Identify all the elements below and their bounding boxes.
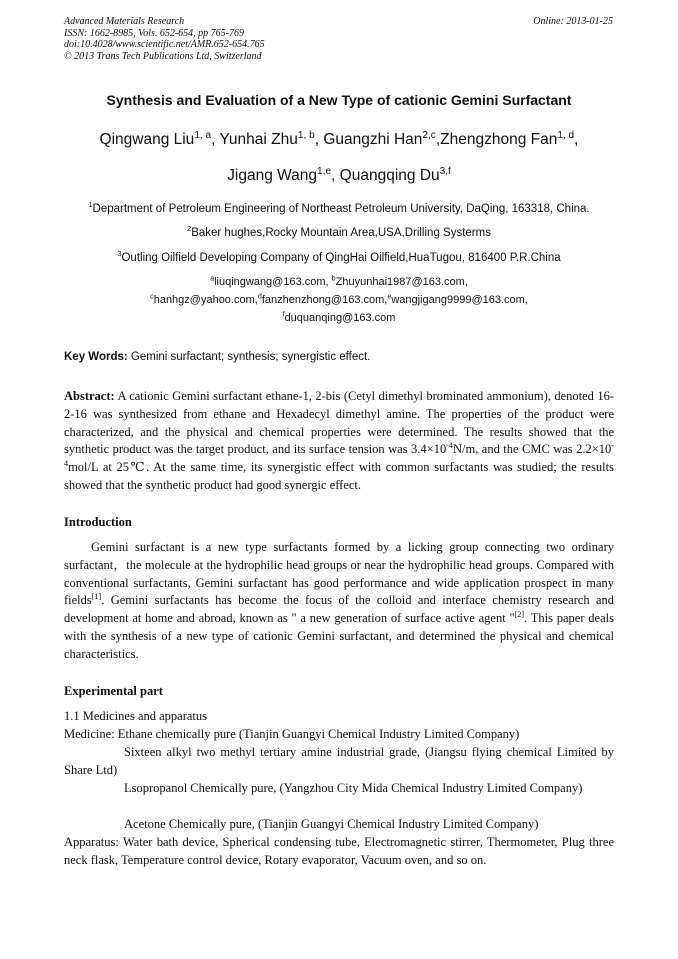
email-mark: e [387,292,392,301]
author-affiliation-mark: 1, d [557,129,575,141]
email-address: Zhuyunhai1987@163.com, [335,276,468,288]
affiliation-1 [0,200,678,215]
email-address: fanzhenzhong@163.com, [261,294,388,306]
journal-name: Advanced Materials Research [64,16,185,27]
medicine-line-2: Sixteen alkyl two methyl tertiary amine industrial grade, (Jiangsu flying chemical Limited by Share Ltd) [64,745,614,777]
email-line-3 [0,312,678,324]
intro-text: Gemini surfactant is a new type surfactants formed by a licking group connecting two ordinary surfactant，the molecule at the hydrophilic head groups or near the hydrophilic head groups. Compared with conventional surfactants, Gemini surfactant has good performance and wide application prospect in many fields [64,540,614,608]
introduction-paragraph [64,539,614,664]
email-mark: f [282,310,285,319]
exponent: -4 [446,441,453,451]
author-name: Qingwang Liu [99,131,195,148]
email-mark: d [257,292,262,301]
email-mark: a [210,274,215,283]
email-address: wangjigang9999@163.com, [391,294,528,306]
author-name: Quangqing Du [339,167,440,184]
citation-ref: [2] [514,610,525,620]
introduction-heading: Introduction [64,515,132,529]
intro-text: . This paper deals with the synthesis of a new type of cationic Gemini surfactant, and determined the physical and chemical characteristics. [64,611,614,661]
authors-line-1: Qingwang Liu$^{1, a}$, Yunhai Zhu$^{1, b}$, Guangzhi Han$^{2,c}$,Zhengzhong Fan$^{1, d}$, [99,129,579,148]
email-address: duquanqing@163.com [284,312,396,324]
abstract-text: A cationic Gemini surfactant ethane-1, 2-bis (Cetyl dimethyl brominated ammonium), denoted 16-2-16 was synthesized from ethane and Hexadecyl dimethyl amine. The properties of the product were characterized, and the physical and chemical properties were determined. The results showed that the synthetic product was the target product, and its surface tension was 3.4×10 [64,389,615,457]
medicine-line-1: Medicine: Ethane chemically pure (Tianjin Guangyi Chemical Industry Limited Company) [64,727,520,741]
author-affiliation-mark: 1, b [297,129,315,141]
keywords-text: Gemini surfactant; synthesis; synergistic effect. [130,351,371,363]
copyright-line: © 2013 Trans Tech Publications Ltd, Switzerland [64,50,262,62]
apparatus-paragraph: Apparatus: Water bath device, Spherical condensing tube, Electromagnetic stirrer, Thermometer, Plug three neck flask, Temperature control device, Rotary evaporator, Vacuum oven, and so on. [64,835,614,867]
email-mark: b [331,274,336,283]
citation-ref: [1] [91,592,102,602]
keywords [64,351,370,363]
online-date: Online: 2013-01-25 [533,16,613,27]
author-affiliation-mark: 2,c [422,129,436,141]
author-affiliation-mark: 1,e [317,165,332,177]
author-affiliation-mark: 1, a [194,129,212,141]
author-name: Zhengzhong Fan [440,131,558,148]
experimental-heading: Experimental part [64,684,163,698]
affiliation-number: 2 [187,224,192,234]
affiliation-text: Outling Oilfield Developing Company of QingHai Oilfield,HuaTugou, 816400 P.R.China [121,252,561,264]
abstract-paragraph [64,388,614,495]
email-line-2 [0,294,678,306]
keywords-label: Key Words: [64,351,128,363]
intro-text: . Gemini surfactants has become the focus of the colloid and interface chemistry research and development at home and abroad, known as " a new generation of surface active agent " [64,593,614,626]
subsection-heading: 1.1 Medicines and apparatus [64,709,208,723]
issn-line: ISSN: 1662-8985, Vols. 652-654, pp 765-769 [64,27,244,39]
abstract-label: Abstract: [64,389,115,403]
exponent: -4 [64,441,614,469]
medicine-line-4: Acetone Chemically pure, (Tianjin Guangyi Chemical Industry Limited Company) [124,817,539,831]
author-affiliation-mark: 3,f [439,165,451,177]
affiliation-text: Department of Petroleum Engineering of Northeast Petroleum University, DaQing, 163318, China. [92,203,590,215]
affiliation-3 [0,249,678,264]
author-name: Jigang Wang [227,167,318,184]
abstract-text: mol/L at 25℃. At the same time, its synergistic effect with common surfactants was studied; the results showed that the synthetic product had good synergic effect. [64,460,614,492]
email-mark: c [150,292,154,301]
journal-header [64,16,265,62]
abstract-text: N/m, and the CMC was 2.2×10 [452,442,612,457]
affiliation-number: 3 [117,249,122,259]
medicine-line-3: Lsopropanol Chemically pure, (Yangzhou City Mida Chemical Industry Limited Company) [124,781,583,795]
affiliation-text: Baker hughes,Rocky Mountain Area,USA,Drilling Systerms [191,227,491,239]
email-line-1 [0,276,678,288]
authors-line-2: Jigang Wang$^{1,e}$, Quangqing Du$^{3,f}$ [227,165,451,184]
affiliation-number: 1 [88,200,93,210]
author-name: Yunhai Zhu [219,131,298,148]
email-address: liuqingwang@163.com, [214,276,329,288]
author-name: Guangzhi Han [323,131,423,148]
email-address: hanhgz@yahoo.com, [153,294,258,306]
affiliation-2 [0,224,678,239]
doi-line: doi:10.4028/www.scientific.net/AMR.652-654.765 [64,39,265,50]
paper-title: Synthesis and Evaluation of a New Type of cationic Gemini Surfactant [106,92,572,108]
